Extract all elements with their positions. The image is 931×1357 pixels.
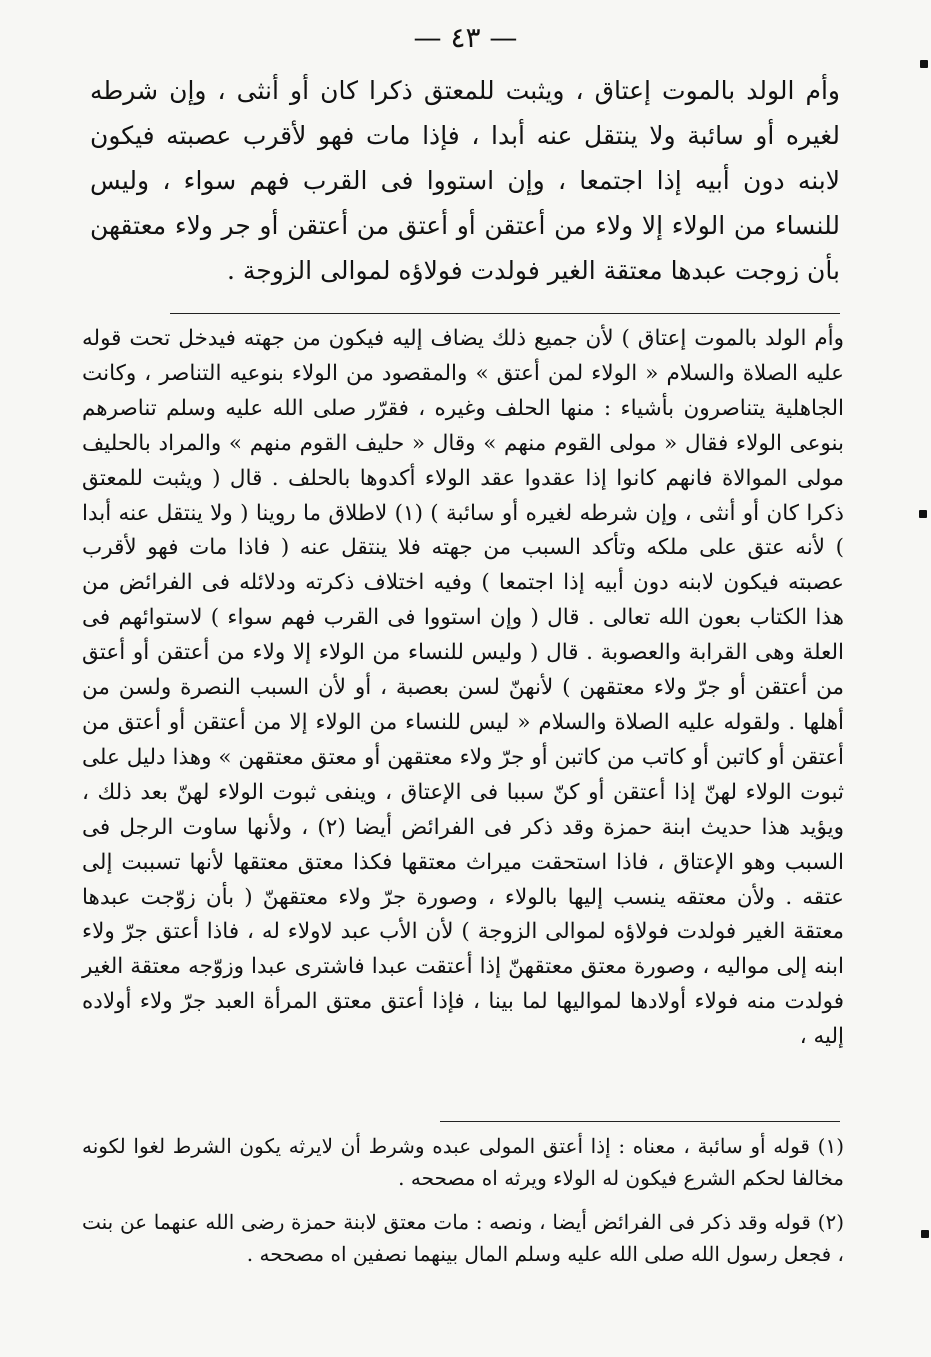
footnote-1: (١) قوله أو سائبة ، معناه : إذا أعتق المولى عبده وشرط أن لايرثه يكون الشرط لغوا لكونه مخالفا لحكم الشرع فيكون له الولاء ويرثه اه مصححه . [82, 1134, 844, 1190]
footnotes [82, 1130, 844, 1282]
margin-mark [920, 60, 928, 68]
footnote-divider [440, 1121, 840, 1122]
page-number: — ٤٣ — [413, 21, 518, 54]
main-text: وأم الولد بالموت إعتاق ، ويثبت للمعتق ذكرا كان أو أنثى ، وإن شرطه لغيره أو سائبة ولا ينتقل عنه أبدا ، فإذا مات فهو لأقرب عصبته فيكون لابنه دون أبيه إذا اجتمعا ، وإن استووا فى القرب فهم سواء ، وليس للنساء من الولاء إلا ولاء من أعتقن أو أعتق من أعتقن أو جر ولاء معتقهن بأن زوجت عبدها معتقة الغير فولدت فولاؤه لموالى الزوجة . [90, 76, 840, 285]
margin-mark [921, 1230, 929, 1238]
margin-mark [919, 510, 927, 518]
footnote-2: (٢) قوله وقد ذكر فى الفرائض أيضا ، ونصه : مات معتق لابنة حمزة رضى الله عنهما عن بنت ، فجعل رسول الله صلى الله عليه وسلم المال بينهما نصفين اه مصححه . [82, 1210, 844, 1266]
main-text-divider [170, 313, 840, 314]
commentary-text: وأم الولد بالموت إعتاق ) لأن جميع ذلك يضاف إليه فيكون من جهته فيدخل تحت قوله عليه الصلاة والسلام « الولاء لمن أعتق » والمقصود من الولاء بنوعيه التناصر ، وكانت الجاهلية يتناصرون بأشياء : منها الحلف وغيره ، فقرّر صلى الله عليه وسلم تناصرهم بنوعى الولاء فقال « مولى القوم منهم » وقال « حليف القوم منهم » والمراد بالحليف مولى الموالاة فانهم كانوا إذا عقدوا عقد الولاء أكدوها بالحلف . قال ( ويثبت للمعتق ذكرا كان أو أنثى ، وإن شرطه لغيره أو سائبة ) (١) لاطلاق ما روينا ( ولا ينتقل عنه أبدا ) لأنه عتق على ملكه وتأكد السبب من جهته فلا ينتقل عنه ( فاذا مات فهو لأقرب عصبته فيكون لابنه دون أبيه إذا اجتمعا ) وفيه اختلاف ذكرته ودلائله فى الفرائض من هذا الكتاب بعون الله تعالى . قال ( وإن استووا فى القرب فهم سواء ) لاستوائهم فى العلة وهى القرابة والعصوبة . قال ( وليس للنساء من الولاء إلا ولاء من أعتقن أو أعتق من أعتقن أو جرّ ولاء معتقهن ) لأنهنّ لسن بعصبة ، أو لأن السبب النصرة ولسن من أهلها . ولقوله عليه الصلاة والسلام « ليس للنساء من الولاء إلا من أعتقن أو أعتق من أعتقن أو كاتبن أو كاتب من كاتبن أو جرّ ولاء معتقهن أو معتق معتقهن » وهذا دليل على ثبوت الولاء لهنّ إذا أعتقن أو كنّ سببا فى الإعتاق ، وينفى ثبوت الولاء لهنّ بعد ذلك ، ويؤيد هذا حديث ابنة حمزة وقد ذكر فى الفرائض أيضا (٢) ، ولأنها ساوت الرجل فى السبب وهو الإعتاق ، فاذا استحقت ميراث معتقها فكذا معتق معتقها لأنها تسببت إلى عتقه . ولأن معتقه ينسب إليها بالولاء ، وصورة جرّ ولاء معتقهنّ ( بأن زوّجت عبدها معتقة الغير فولدت فولاؤه لموالى الزوجة ) لأن الأب عبد لاولاء له ، فاذا أعتق جرّ ولاء ابنه إلى مواليه ، وصورة معتق معتقهنّ إذا أعتقت عبدا فاشترى عبدا وزوّجه معتقة الغير فولدت منه فولاء أولادها لمواليها لما بينا ، فإذا أعتق معتق المرأة العبد جرّ ولاء أولاده إليه ، [82, 326, 845, 1050]
